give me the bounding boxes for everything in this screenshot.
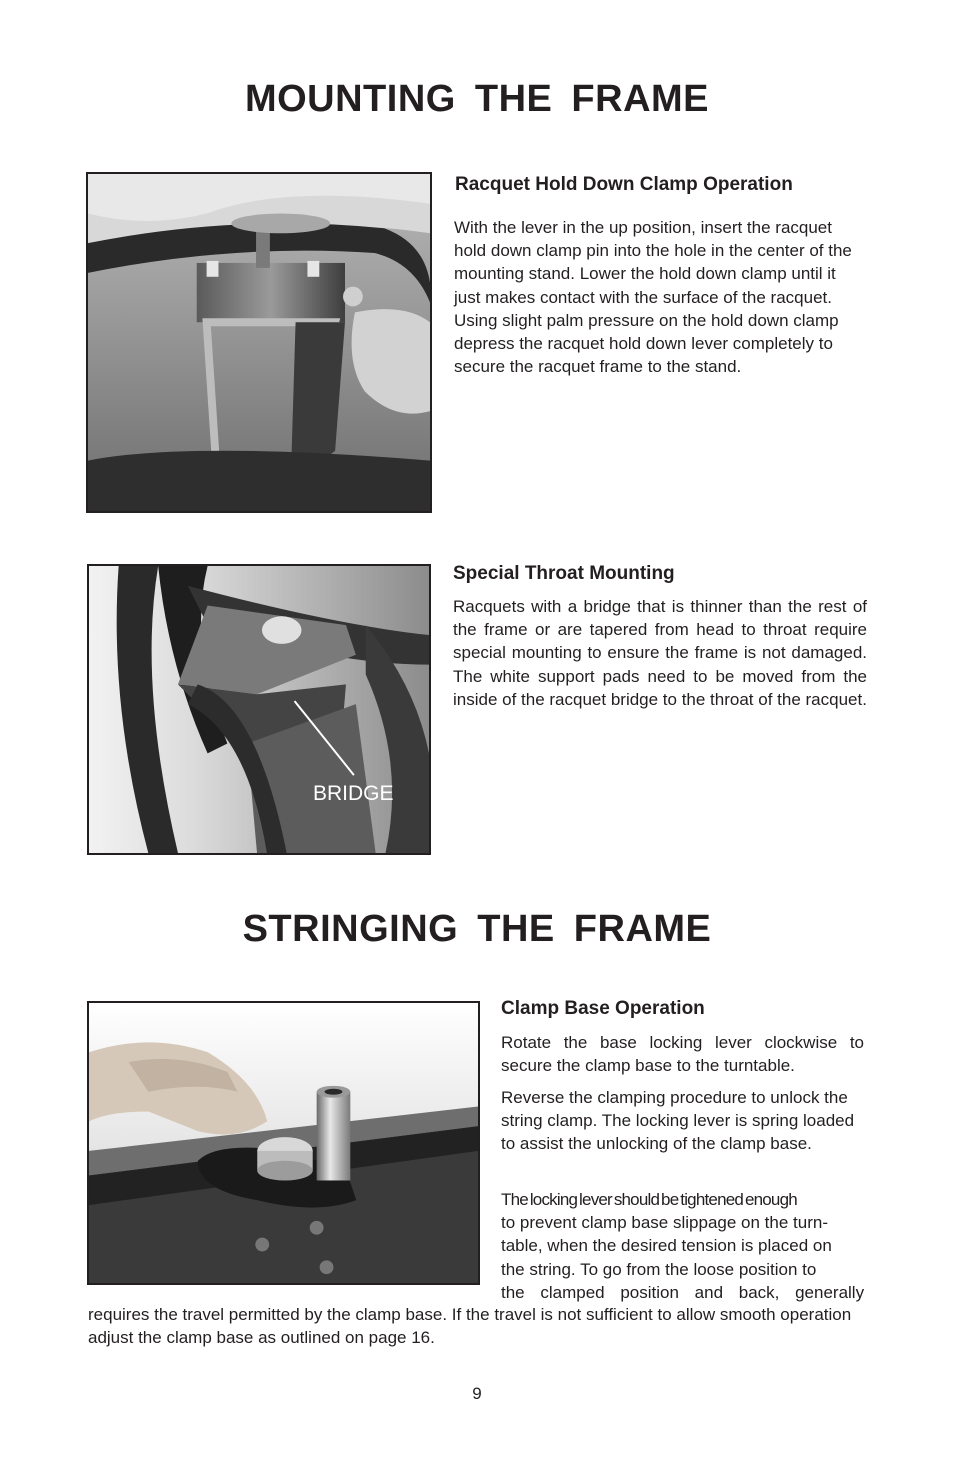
- hold-down-clamp-photo: [86, 172, 432, 513]
- clamp-base-text-3-continued: requires the travel permitted by the clamp base. If the travel is not sufficient to allow smooth operation adjust the clamp base as outlined on page 16.: [88, 1305, 852, 1348]
- bridge-label: BRIDGE: [313, 782, 394, 805]
- throat-mounting-heading: Special Throat Mounting: [453, 563, 675, 584]
- clamp-base-line: table, when the desired tension is placed on: [501, 1236, 832, 1256]
- clamp-base-line: the clamped position and back, generally: [501, 1282, 865, 1302]
- clamp-base-heading: Clamp Base Operation: [501, 998, 705, 1019]
- page-title-stringing: STRINGING THE FRAME: [242, 908, 712, 950]
- clamp-operation-text: With the lever in the up position, insert the racquet hold down clamp pin into the hole in the center of the mounting stand. Lower the hold down clamp until it just makes contact with the surface of the racquet. Using slight palm pressure on the hold down clamp depress the racquet hold down lever completely to secure the racquet frame to the stand.: [454, 218, 852, 377]
- page-title-mounting: MOUNTING THE FRAME: [244, 78, 710, 120]
- bridge-photo: [87, 564, 431, 855]
- clamp-base-text-3: [501, 1188, 864, 1304]
- clamp-base-line: to prevent clamp base slippage on the turn-: [501, 1213, 828, 1233]
- clamp-base-line: The locking lever should be tightened enough: [501, 1190, 797, 1209]
- clamp-base-text-2: Reverse the clamping procedure to unlock the string clamp. The locking lever is spring loaded to assist the unlocking of the clamp base.: [501, 1088, 855, 1154]
- clamp-operation-heading: Racquet Hold Down Clamp Operation: [455, 174, 793, 195]
- page-number: 9: [472, 1384, 482, 1403]
- clamp-base-text-1: Rotate the base locking lever clockwise to secure the clamp base to the turntable.: [501, 1033, 864, 1076]
- clamp-base-line: the string. To go from the loose position to: [501, 1259, 817, 1279]
- clamp-base-photo: [87, 1001, 480, 1285]
- throat-mounting-text: Racquets with a bridge that is thinner than the rest of the frame or are tapered from head to throat require special mounting to ensure the frame is not damaged. The white support pads need to be moved from the inside of the racquet bridge to the throat of the racquet.: [453, 597, 867, 709]
